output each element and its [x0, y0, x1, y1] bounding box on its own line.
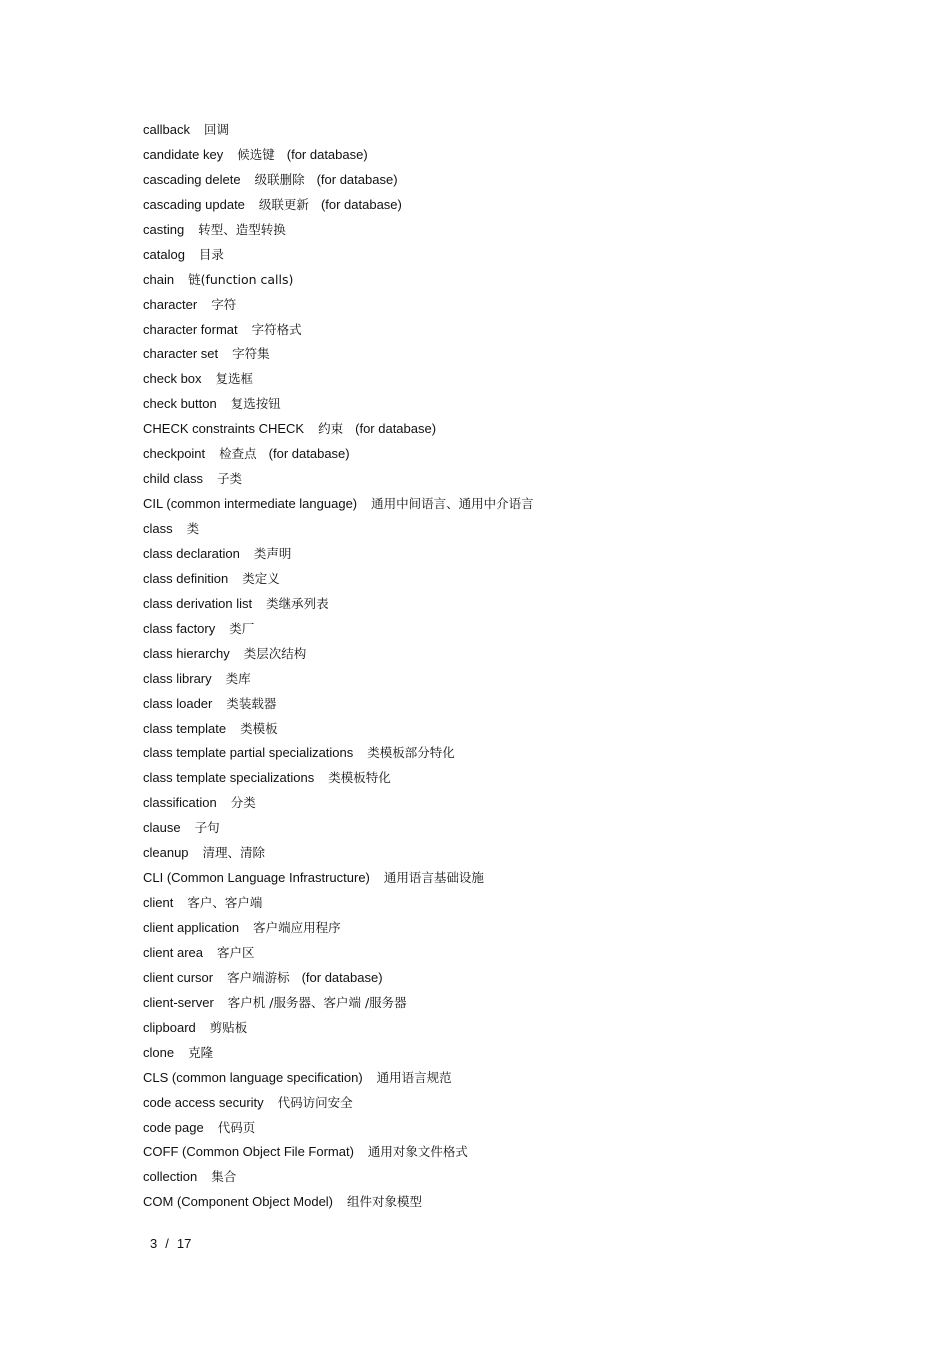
entry-term: class template partial specializations [143, 745, 354, 761]
entry-term: check box [143, 371, 202, 387]
current-page: 3 [150, 1236, 158, 1251]
entry-translation: 回调 [203, 122, 229, 137]
entry-translation: 类模板部分特化 [367, 745, 455, 761]
entry-translation: 字符 [211, 296, 237, 312]
entry-note: (for database) [320, 196, 402, 212]
glossary-entry [143, 492, 903, 517]
entry-term: clipboard [143, 1019, 196, 1035]
entry-term: code page [143, 1119, 204, 1135]
glossary-entry [143, 1041, 903, 1066]
glossary-entry [143, 717, 903, 742]
glossary-entry [143, 866, 903, 891]
glossary-entry [143, 642, 903, 667]
entry-term: class factory [143, 620, 216, 636]
glossary-entry [143, 467, 903, 492]
entry-term: candidate key [143, 146, 224, 162]
entry-term: character [143, 296, 198, 312]
glossary-entry [143, 567, 903, 592]
entry-translation: 集合 [211, 1169, 237, 1185]
entry-term: clone [143, 1044, 175, 1060]
entry-term: CLS (common language specification) [143, 1069, 363, 1085]
entry-translation: 检查点 [219, 446, 257, 462]
glossary-entry [143, 1116, 903, 1141]
entry-translation: 通用对象文件格式 [367, 1144, 468, 1160]
entry-translation: 类厂 [229, 620, 255, 636]
glossary-entry [143, 293, 903, 318]
entry-term: class [143, 521, 173, 536]
entry-term: cleanup [143, 845, 189, 861]
entry-term: CIL (common intermediate language) [143, 496, 358, 512]
entry-translation: 子句 [194, 820, 220, 836]
entry-translation: 类声明 [253, 545, 292, 561]
entry-term: check button [143, 396, 217, 412]
glossary-entry [143, 118, 903, 143]
entry-term: class library [143, 670, 212, 686]
entry-translation: 级联更新 [258, 196, 309, 212]
entry-term: child class [143, 471, 203, 487]
glossary-entry [143, 367, 903, 392]
entry-term: CHECK constraints CHECK [143, 421, 305, 437]
entry-term: chain [143, 271, 175, 287]
glossary-entry [143, 143, 903, 168]
entry-translation: 候选键 [237, 146, 275, 162]
entry-translation: 类模板特化 [328, 770, 391, 786]
glossary-entry [143, 891, 903, 916]
glossary-entry [143, 218, 903, 243]
page-separator: / [165, 1236, 169, 1251]
glossary-entry [143, 442, 903, 467]
entry-translation: 约束 [318, 421, 344, 437]
entry-translation: 客户区 [216, 944, 255, 960]
glossary-entry [143, 517, 903, 542]
glossary-entry [143, 592, 903, 617]
entry-term: class template [143, 720, 227, 736]
entry-translation: 类定义 [242, 570, 280, 586]
glossary-entry [143, 916, 903, 941]
entry-translation: 通用语言基础设施 [383, 870, 484, 886]
entry-translation: 客户端应用程序 [253, 920, 341, 935]
entry-term: COM (Component Object Model) [143, 1194, 334, 1210]
entry-term: casting [143, 221, 185, 237]
glossary-entry [143, 1066, 903, 1091]
entry-translation: 转型、造型转换 [198, 221, 286, 237]
entry-translation: 代码访问安全 [277, 1094, 353, 1110]
glossary-entry [143, 392, 903, 417]
entry-translation: 客户机 /服务器、客户端 /服务器 [227, 994, 407, 1010]
entry-translation: 克隆 [188, 1044, 214, 1060]
entry-translation: 组件对象模型 [347, 1194, 423, 1210]
glossary-entry [143, 791, 903, 816]
entry-term: class template specializations [143, 770, 315, 786]
glossary-entry [143, 193, 903, 218]
entry-note: (for database) [355, 421, 437, 437]
glossary-entry [143, 991, 903, 1016]
glossary-entry [143, 667, 903, 692]
entry-translation: 剪贴板 [209, 1019, 248, 1035]
entry-translation: 通用语言规范 [376, 1069, 452, 1085]
entry-term: collection [143, 1169, 198, 1185]
entry-translation: 清理、清除 [202, 845, 266, 861]
glossary-entry [143, 692, 903, 717]
glossary-entry [143, 243, 903, 268]
entry-term: class declaration [143, 545, 240, 561]
glossary-entry [143, 268, 903, 293]
glossary-entry [143, 941, 903, 966]
entry-translation: 分类 [230, 795, 256, 811]
entry-term: checkpoint [143, 446, 206, 462]
entry-term: CLI (Common Language Infrastructure) [143, 870, 370, 886]
entry-translation: 类模板 [240, 720, 278, 736]
entry-term: client area [143, 944, 203, 960]
entry-note: (for database) [286, 146, 368, 162]
entry-note: (for database) [316, 171, 398, 187]
glossary-entry [143, 318, 903, 343]
entry-term: clause [143, 820, 181, 836]
entry-translation: 客户、客户端 [187, 895, 263, 911]
entry-translation: 目录 [198, 246, 224, 262]
entry-translation: 复选按钮 [230, 396, 281, 412]
entry-translation: 客户端游标 [227, 969, 290, 985]
entry-term: client-server [143, 994, 214, 1010]
entry-translation: 字符格式 [251, 321, 302, 337]
entry-note: (for database) [301, 969, 383, 985]
glossary-list [143, 118, 903, 1215]
glossary-entry [143, 766, 903, 791]
entry-term: catalog [143, 246, 185, 262]
entry-translation: 代码页 [217, 1119, 256, 1135]
entry-translation: 类继承列表 [266, 595, 329, 611]
entry-note: (for database) [268, 446, 350, 462]
entry-term: class hierarchy [143, 645, 230, 661]
glossary-entry [143, 1190, 903, 1215]
entry-term: COFF (Common Object File Format) [143, 1144, 354, 1160]
glossary-entry [143, 1091, 903, 1116]
glossary-entry [143, 741, 903, 766]
glossary-entry [143, 542, 903, 567]
entry-translation: 类库 [225, 670, 251, 686]
entry-term: client application [143, 920, 240, 935]
entry-term: classification [143, 795, 217, 811]
entry-translation: 类 [186, 521, 200, 536]
entry-term: callback [143, 122, 190, 137]
entry-translation: 复选框 [215, 371, 254, 387]
entry-term: code access security [143, 1094, 264, 1110]
entry-term: class definition [143, 570, 229, 586]
entry-term: class loader [143, 695, 213, 711]
glossary-entry [143, 617, 903, 642]
entry-translation: 通用中间语言、通用中介语言 [371, 496, 534, 512]
glossary-entry [143, 417, 903, 442]
entry-term: cascading delete [143, 171, 241, 187]
entry-translation: 类层次结构 [243, 645, 307, 661]
entry-translation: 类装载器 [226, 695, 277, 711]
glossary-entry [143, 966, 903, 991]
glossary-entry [143, 816, 903, 841]
entry-term: class derivation list [143, 595, 253, 611]
entry-translation: 字符集 [232, 346, 270, 362]
page-number [150, 1236, 191, 1252]
entry-term: client [143, 895, 174, 911]
entry-translation: 链(function calls) [188, 271, 294, 287]
entry-translation: 子类 [216, 471, 242, 487]
entry-term: character format [143, 321, 238, 337]
entry-translation: 级联删除 [254, 171, 305, 187]
glossary-entry [143, 1016, 903, 1041]
glossary-entry [143, 168, 903, 193]
glossary-entry [143, 1165, 903, 1190]
entry-term: client cursor [143, 969, 214, 985]
glossary-entry [143, 1140, 903, 1165]
entry-term: character set [143, 346, 219, 362]
entry-term: cascading update [143, 196, 245, 212]
glossary-entry [143, 841, 903, 866]
total-pages: 17 [176, 1236, 192, 1251]
glossary-entry [143, 342, 903, 367]
